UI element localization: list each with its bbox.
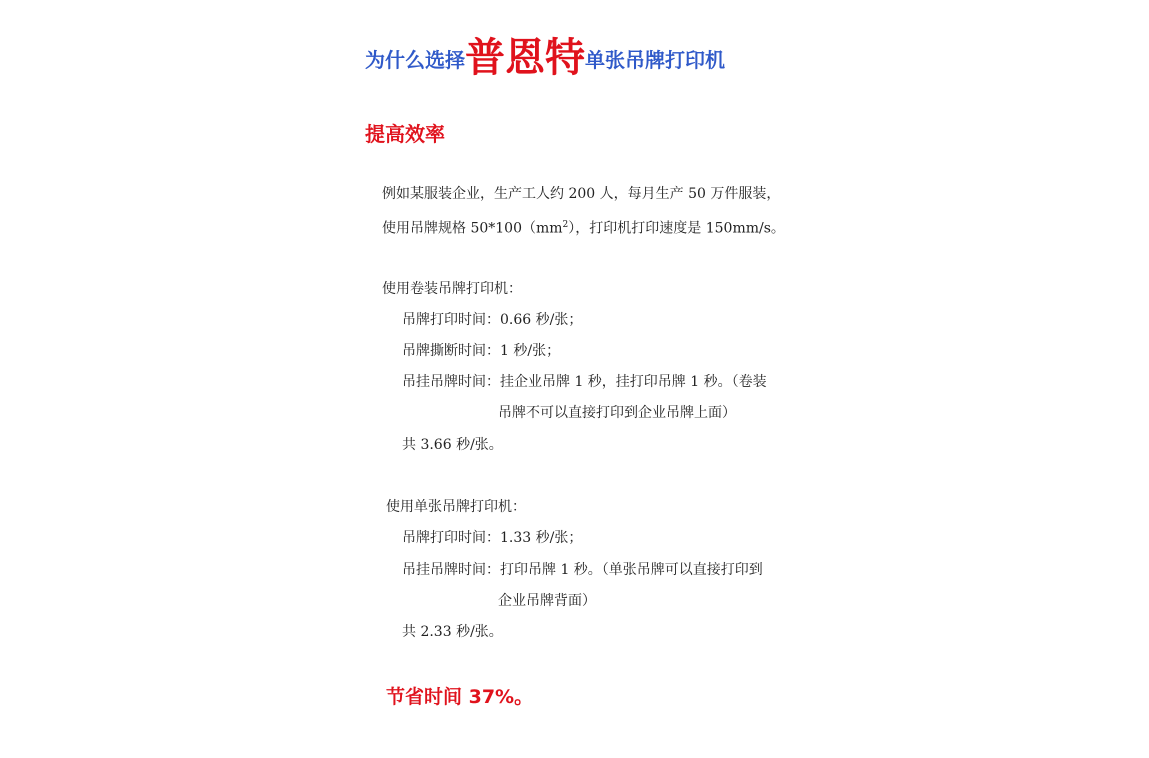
roll-total: 共 3.66 秒/张。 <box>402 437 503 453</box>
page-title <box>365 28 725 90</box>
roll-hang-time-line-2: 吊牌不可以直接打印到企业吊牌上面） <box>498 405 736 421</box>
roll-print-time: 吊牌打印时间：0.66 秒/张； <box>402 312 583 328</box>
intro-line-1: 例如某服装企业，生产工人约 200 人，每月生产 50 万件服装， <box>382 186 781 202</box>
single-total: 共 2.33 秒/张。 <box>402 624 503 640</box>
roll-tear-time: 吊牌撕断时间：1 秒/张； <box>402 343 561 359</box>
single-hang-time-line-1: 吊挂吊牌时间：打印吊牌 1 秒。（单张吊牌可以直接打印到 <box>402 562 763 578</box>
single-print-time: 吊牌打印时间：1.33 秒/张； <box>402 530 583 546</box>
roll-hang-time-line-1: 吊挂吊牌时间：挂企业吊牌 1 秒，挂打印吊牌 1 秒。（卷装 <box>402 374 767 390</box>
single-hang-time-line-2: 企业吊牌背面） <box>498 593 596 609</box>
title-prefix: 为什么选择 <box>365 48 465 72</box>
brand-name: 普恩特 <box>465 34 585 81</box>
section-heading: 提高效率 <box>365 122 445 146</box>
title-suffix: 单张吊牌打印机 <box>585 48 725 72</box>
intro-line-2-part-2: ），打印机打印速度是 150mm/s。 <box>568 220 785 237</box>
intro-line-2-part-1: 使用吊牌规格 50*100（mm <box>382 220 563 237</box>
single-printer-heading: 使用单张吊牌打印机： <box>386 499 526 515</box>
summary-savings: 节省时间 37%。 <box>386 686 534 708</box>
roll-printer-heading: 使用卷装吊牌打印机： <box>382 281 522 297</box>
intro-line-2 <box>382 215 785 239</box>
intro-line-2-superscript: 2 <box>562 220 569 230</box>
